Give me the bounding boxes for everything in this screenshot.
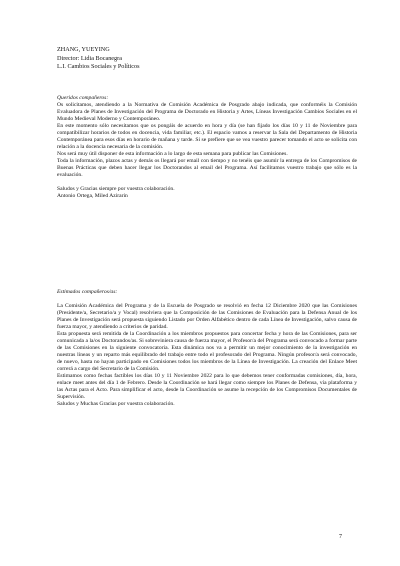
director-line: Director: Lidia Bocanegra [57,54,122,62]
first-letter-closing: Saludos y Gracias siempre por vuestra colaboración. [57,186,175,192]
second-letter-closing: Saludos y Muchas Gracias por vuestra colaboración. [57,401,175,407]
first-letter-greeting: Queridos compañeros: [57,95,109,101]
student-name: ZHANG, YUEYING [57,46,110,53]
first-letter-paragraph: Os solicitamos, atendiendo a la Normativa de Comisión Académica de Posgrado abajo indicada, que conforméis la Comisión Evaluadora de Planes de Investigación del Programa de Doctorado en Historia y Artes, Líneas Investigación Cambios Sociales en el Mundo Medieval Moderno y Contemporáneo. [57,102,357,122]
first-letter [57,95,357,200]
student-header [57,46,357,72]
first-letter-paragraph: Nos será muy útil disponer de esta información a lo largo de esta semana para publicar las Comisiones. [57,151,288,157]
first-letter-paragraph: Toda la información, plazos actas y demás os llegará por email con tiempo y no tenéis que asumir la entrega de los Compromisos de Buenas Prácticas que deben hacer llegar los Doctorandos al email del Programa. Así facilitamos vuestro trabajo que sólo es la evaluación. [57,158,357,178]
page-number: 7 [339,534,342,540]
second-letter-greeting: Estimados compañeros/as: [57,289,118,295]
first-letter-signature: Antonio Ortega, Miled Azirarin [57,193,128,199]
second-letter-paragraph: La Comisión Académica del Programa y de la Escuela de Posgrado se resolvió en fecha 12 Diciembre 2020 que las Comisiones (Presidente/a, Secretario/a y Vocal) resolviera que la Composición de las Comisiones de Evaluación para la Defensa Anual de los Planes de Investigación será propuesta siguiendo Listado por Orden Alfabético dentro de cada Línea de Investigación, salvo causa de fuerza mayor, y atendiendo a criterios de paridad. [57,303,357,330]
second-letter-paragraph: Estimamos como fechas factibles los días 10 y 11 Noviembre 2022 para lo que debemos tener conformadas comisiones, día, hora, enlace meet antes del día 1 de Febrero. Desde la Coordinación se hará llegar como siempre los Planes de Defensa, vía plataforma y las Actas para el Acto. Para simplificar el acto, desde la Coordinación se asume la recepción de los Compromisos Documentales de Supervisión. [57,373,357,400]
first-letter-paragraph: En este momento sólo necesitamos que os pongáis de acuerdo en hora y día (se han fijado los días 10 y 11 de Noviembre para compatibilizar horarios de todos en docencia, vida familiar, etc.). El espacio vamos a reservar la Sala del Departamento de Historia Contemporánea para esos días en horario de mañana y tarde. Si se prefiere que se vea vuestro parecer tomando el acto se solicita con relación a la docencia necesaria de la comisión. [57,123,357,150]
second-letter-paragraph: Esta propuesta será remitida de la Coordinación a los miembros propuestos para concertar fecha y hora de las Comisiones, para ser comunicada a la/os Doctorandos/as. Si sobreviniera causa de fuerza mayor, el Profesor/a del Programa será convocado a formar parte de las Comisiones en la siguiente convocatoria. Esta dinámica nos va a permitir un mejor conocimiento de la investigación en nuestras líneas y un reparto más equilibrado del trabajo entre todo el profesorado del Programa. Ningún profesor/a será convocado, de nuevo, hasta no hayan participado en Comisiones todos los miembros de la Línea de Investigación. La creación del Enlace Meet correrá a cargo del Secretario de la Comisión. [57,331,357,372]
program-line: L.I. Cambios Sociales y Políticos [57,63,140,71]
second-letter [57,289,357,408]
